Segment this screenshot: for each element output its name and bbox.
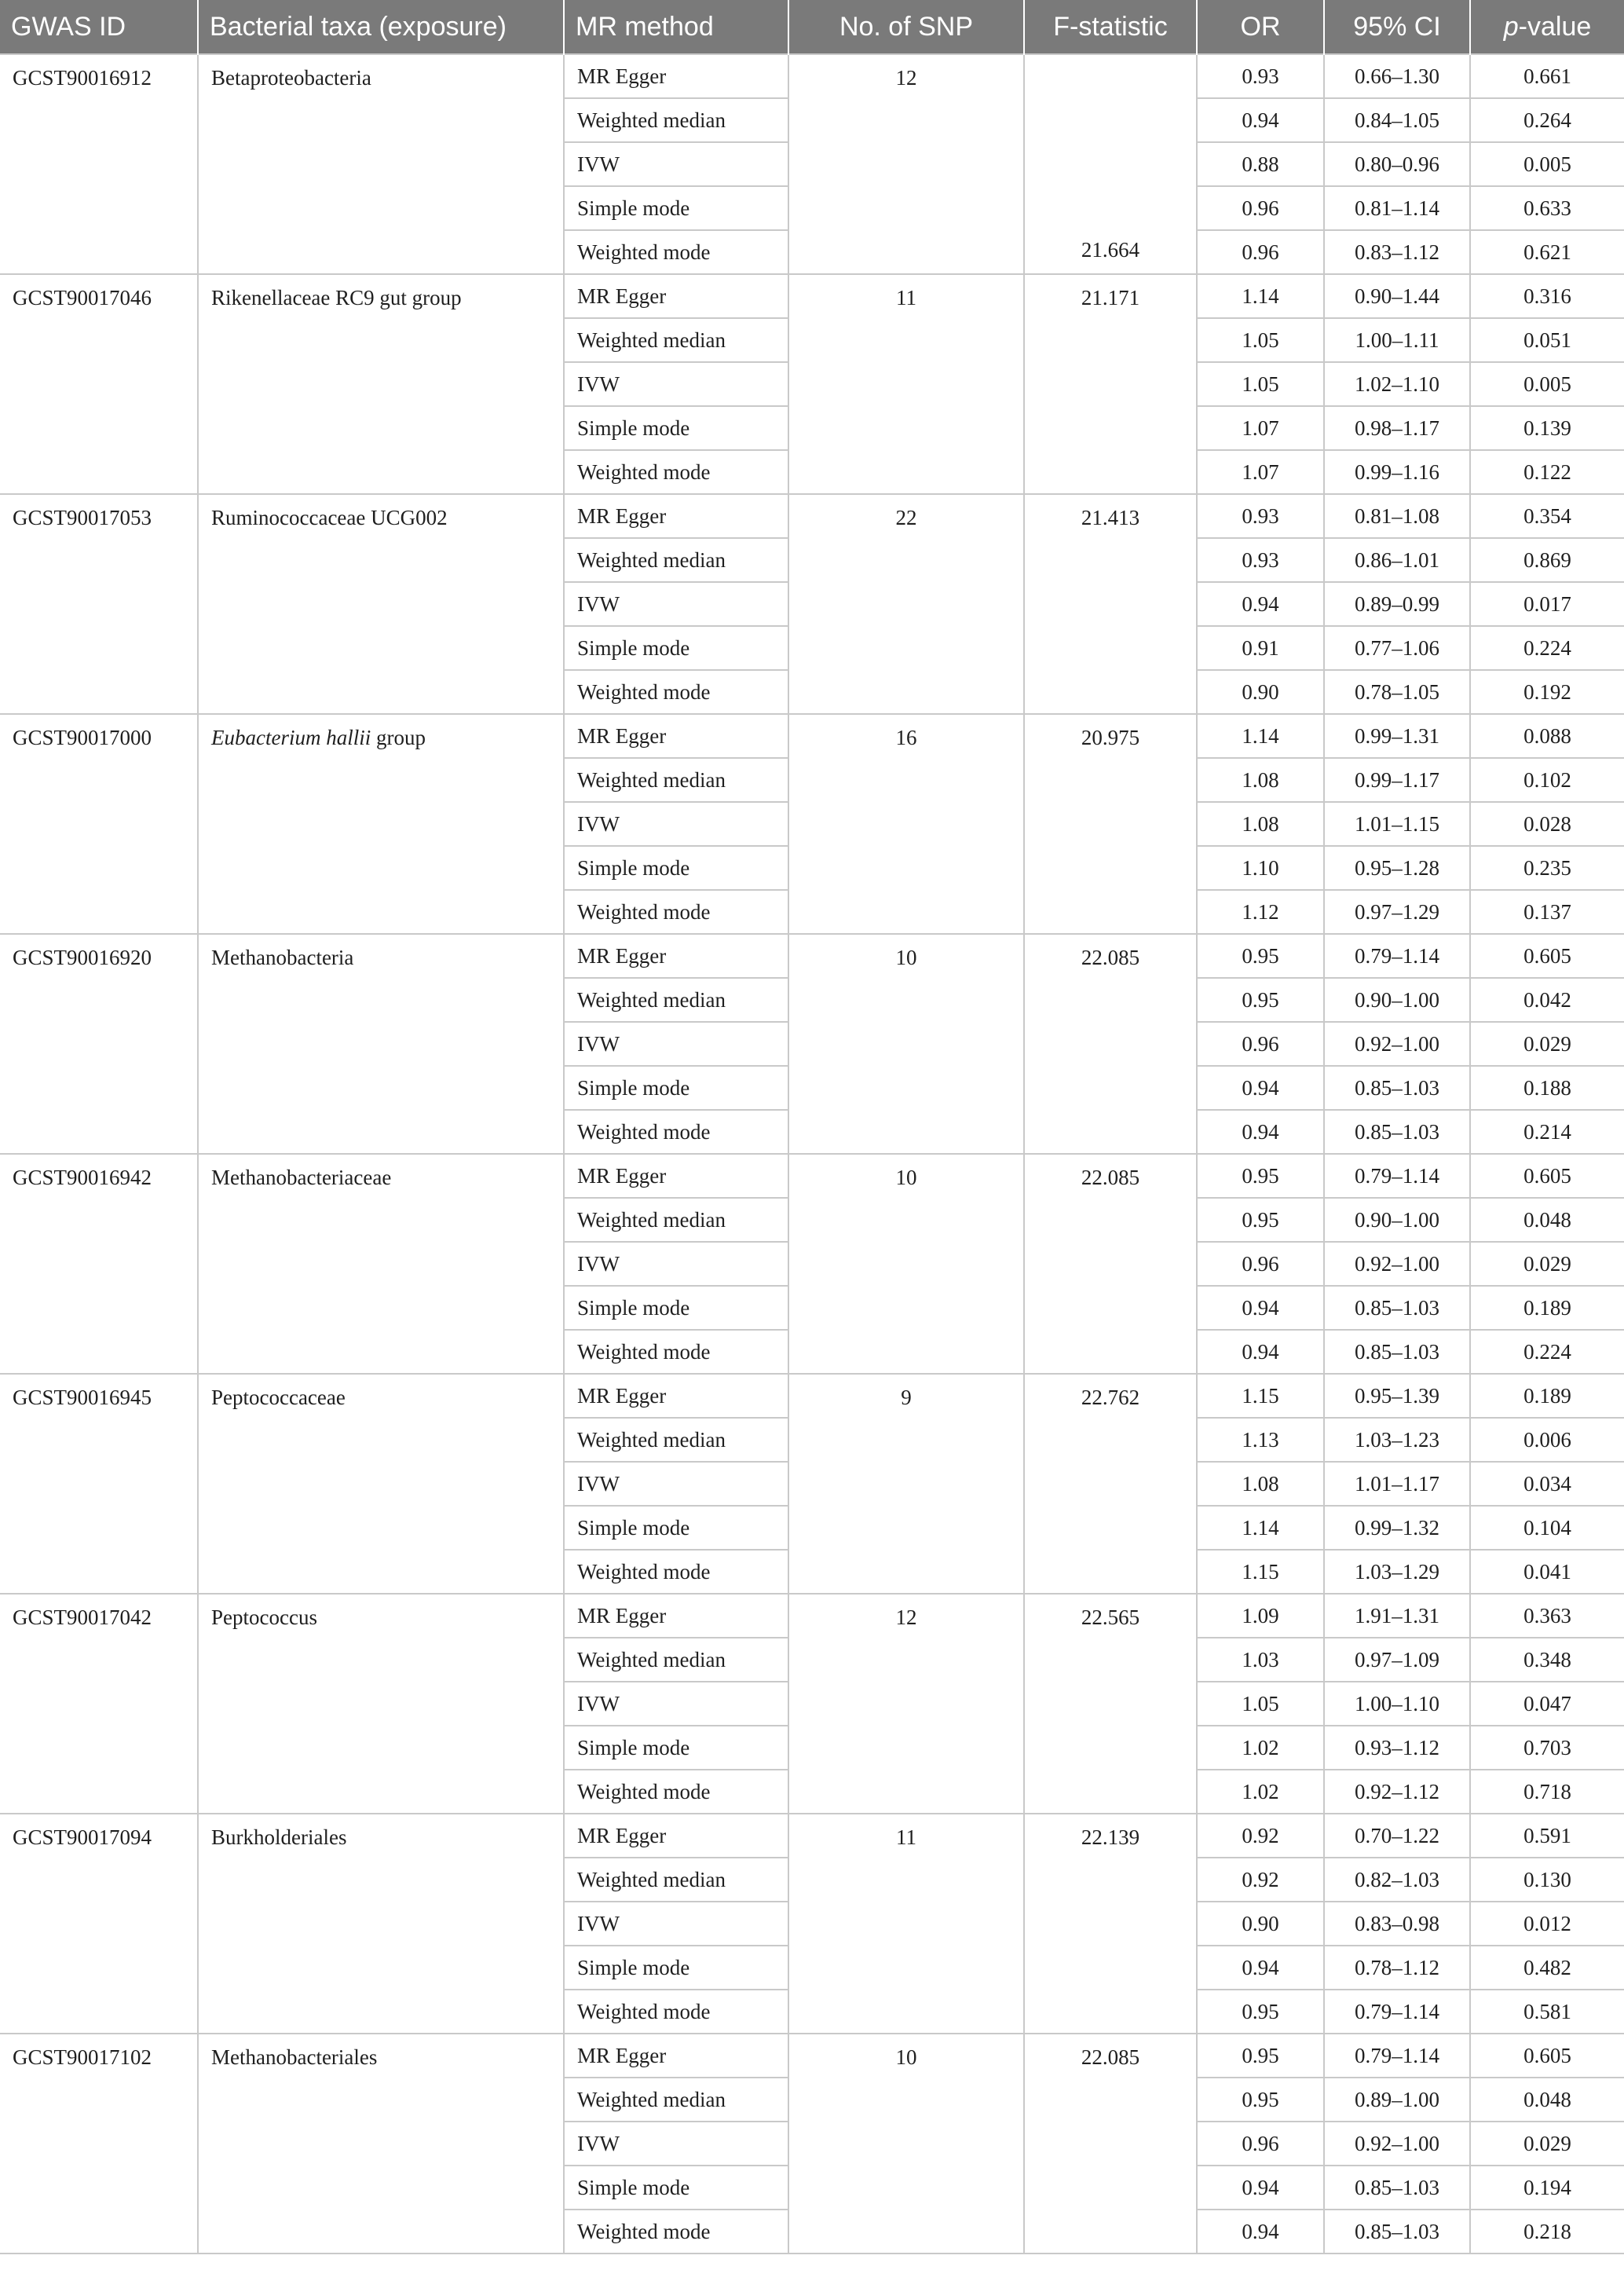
- ci-cell: 0.85–1.03: [1324, 1286, 1470, 1330]
- or-cell: 0.94: [1197, 1110, 1324, 1154]
- snp-count-cell: 10: [788, 2034, 1024, 2254]
- mr-method-cell: IVW: [564, 802, 788, 846]
- mr-method-cell: MR Egger: [564, 934, 788, 978]
- or-cell: 1.14: [1197, 274, 1324, 318]
- ci-cell: 0.85–1.03: [1324, 2210, 1470, 2254]
- gwas-id-cell: GCST90016912: [0, 54, 198, 274]
- p-value-cell: 0.621: [1470, 230, 1624, 274]
- ci-cell: 0.70–1.22: [1324, 1814, 1470, 1858]
- mr-method-cell: Weighted median: [564, 538, 788, 582]
- p-value-cell: 0.661: [1470, 54, 1624, 98]
- mr-method-cell: IVW: [564, 1022, 788, 1066]
- ci-cell: 0.98–1.17: [1324, 406, 1470, 450]
- gwas-id-cell: GCST90017053: [0, 494, 198, 714]
- p-value-cell: 0.042: [1470, 978, 1624, 1022]
- mr-method-cell: MR Egger: [564, 1154, 788, 1198]
- ci-cell: 0.81–1.08: [1324, 494, 1470, 538]
- mr-method-cell: Simple mode: [564, 186, 788, 230]
- p-value-cell: 0.104: [1470, 1506, 1624, 1550]
- ci-cell: 0.86–1.01: [1324, 538, 1470, 582]
- mr-method-cell: IVW: [564, 1242, 788, 1286]
- mr-method-cell: IVW: [564, 142, 788, 186]
- ci-cell: 0.89–1.00: [1324, 2078, 1470, 2122]
- ci-cell: 0.99–1.17: [1324, 758, 1470, 802]
- ci-cell: 0.89–0.99: [1324, 582, 1470, 626]
- mr-method-cell: Simple mode: [564, 626, 788, 670]
- table-row: [0, 1594, 1624, 1638]
- p-value-cell: 0.102: [1470, 758, 1624, 802]
- p-value-cell: 0.264: [1470, 98, 1624, 142]
- mr-method-cell: Weighted mode: [564, 1770, 788, 1814]
- gwas-id-cell: GCST90016945: [0, 1374, 198, 1594]
- table-row: [0, 1814, 1624, 1858]
- p-value-cell: 0.316: [1470, 274, 1624, 318]
- p-value-cell: 0.006: [1470, 1418, 1624, 1462]
- taxon-name: Betaproteobacteria: [211, 66, 371, 90]
- p-value-cell: 0.869: [1470, 538, 1624, 582]
- bacterial-taxon-cell: [198, 2034, 564, 2254]
- p-value-cell: 0.029: [1470, 2122, 1624, 2166]
- bacterial-taxon-cell: [198, 714, 564, 934]
- p-value-cell: 0.363: [1470, 1594, 1624, 1638]
- snp-count-cell: 22: [788, 494, 1024, 714]
- or-cell: 1.15: [1197, 1374, 1324, 1418]
- p-value-cell: 0.034: [1470, 1462, 1624, 1506]
- taxon-name: Peptococcus: [211, 1605, 317, 1629]
- p-value-cell: 0.633: [1470, 186, 1624, 230]
- ci-cell: 0.84–1.05: [1324, 98, 1470, 142]
- or-cell: 0.93: [1197, 494, 1324, 538]
- p-value-cell: 0.137: [1470, 890, 1624, 934]
- mr-method-cell: Simple mode: [564, 1946, 788, 1990]
- ci-cell: 0.77–1.06: [1324, 626, 1470, 670]
- or-cell: 0.94: [1197, 2210, 1324, 2254]
- header-no-of-snp: No. of SNP: [788, 0, 1024, 54]
- snp-count-cell: 10: [788, 934, 1024, 1154]
- mr-method-cell: Simple mode: [564, 1286, 788, 1330]
- or-cell: 0.94: [1197, 1286, 1324, 1330]
- header-p-italic: p: [1503, 11, 1519, 42]
- or-cell: 0.95: [1197, 2034, 1324, 2078]
- snp-count-cell: 10: [788, 1154, 1024, 1374]
- p-value-cell: 0.189: [1470, 1374, 1624, 1418]
- ci-cell: 0.85–1.03: [1324, 1330, 1470, 1374]
- f-statistic-cell: 20.975: [1024, 714, 1197, 934]
- ci-cell: 0.92–1.12: [1324, 1770, 1470, 1814]
- mr-method-cell: IVW: [564, 582, 788, 626]
- bacterial-taxon-cell: [198, 934, 564, 1154]
- ci-cell: 0.85–1.03: [1324, 1066, 1470, 1110]
- f-statistic-cell: 22.565: [1024, 1594, 1197, 1814]
- ci-cell: 0.83–1.12: [1324, 230, 1470, 274]
- or-cell: 1.07: [1197, 406, 1324, 450]
- table-row: [0, 1374, 1624, 1418]
- mr-method-cell: Simple mode: [564, 1506, 788, 1550]
- p-value-cell: 0.189: [1470, 1286, 1624, 1330]
- ci-cell: 0.92–1.00: [1324, 2122, 1470, 2166]
- p-value-cell: 0.088: [1470, 714, 1624, 758]
- table-row: [0, 494, 1624, 538]
- p-value-cell: 0.214: [1470, 1110, 1624, 1154]
- bacterial-taxon-cell: [198, 1154, 564, 1374]
- or-cell: 1.08: [1197, 758, 1324, 802]
- snp-count-cell: 11: [788, 274, 1024, 494]
- mr-method-cell: Weighted median: [564, 98, 788, 142]
- mr-method-cell: Simple mode: [564, 2166, 788, 2210]
- header-mr-method: MR method: [564, 0, 788, 54]
- ci-cell: 0.95–1.28: [1324, 846, 1470, 890]
- p-value-cell: 0.028: [1470, 802, 1624, 846]
- taxon-name: Methanobacteria: [211, 946, 354, 969]
- mr-method-cell: Weighted mode: [564, 670, 788, 714]
- mr-method-cell: Weighted median: [564, 318, 788, 362]
- mr-method-cell: IVW: [564, 2122, 788, 2166]
- ci-cell: 0.78–1.12: [1324, 1946, 1470, 1990]
- table-row: [0, 714, 1624, 758]
- ci-cell: 0.90–1.44: [1324, 274, 1470, 318]
- mr-method-cell: Simple mode: [564, 846, 788, 890]
- mr-method-cell: MR Egger: [564, 274, 788, 318]
- snp-count-cell: 12: [788, 1594, 1024, 1814]
- ci-cell: 0.78–1.05: [1324, 670, 1470, 714]
- or-cell: 0.95: [1197, 1198, 1324, 1242]
- p-value-cell: 0.605: [1470, 934, 1624, 978]
- ci-cell: 0.82–1.03: [1324, 1858, 1470, 1902]
- ci-cell: 1.03–1.23: [1324, 1418, 1470, 1462]
- p-value-cell: 0.005: [1470, 142, 1624, 186]
- ci-cell: 0.79–1.14: [1324, 1990, 1470, 2034]
- ci-cell: 0.90–1.00: [1324, 1198, 1470, 1242]
- ci-cell: 0.79–1.14: [1324, 1154, 1470, 1198]
- or-cell: 1.08: [1197, 1462, 1324, 1506]
- p-value-cell: 0.605: [1470, 1154, 1624, 1198]
- mr-method-cell: Weighted mode: [564, 1330, 788, 1374]
- p-value-cell: 0.130: [1470, 1858, 1624, 1902]
- p-value-cell: 0.354: [1470, 494, 1624, 538]
- bacterial-taxon-cell: [198, 54, 564, 274]
- mr-method-cell: MR Egger: [564, 2034, 788, 2078]
- or-cell: 1.13: [1197, 1418, 1324, 1462]
- or-cell: 1.12: [1197, 890, 1324, 934]
- ci-cell: 1.01–1.15: [1324, 802, 1470, 846]
- mr-method-cell: MR Egger: [564, 714, 788, 758]
- gwas-id-cell: GCST90017102: [0, 2034, 198, 2254]
- taxon-name-italic: Eubacterium hallii: [211, 726, 371, 749]
- header-gwas-id: GWAS ID: [0, 0, 198, 54]
- or-cell: 0.95: [1197, 934, 1324, 978]
- table-row: [0, 54, 1624, 98]
- f-statistic-cell: 22.139: [1024, 1814, 1197, 2034]
- f-statistic-cell: 21.171: [1024, 274, 1197, 494]
- gwas-id-cell: GCST90017094: [0, 1814, 198, 2034]
- header-p-rest: -value: [1518, 11, 1592, 42]
- p-value-cell: 0.718: [1470, 1770, 1624, 1814]
- ci-cell: 0.79–1.14: [1324, 2034, 1470, 2078]
- p-value-cell: 0.703: [1470, 1726, 1624, 1770]
- p-value-cell: 0.605: [1470, 2034, 1624, 2078]
- p-value-cell: 0.482: [1470, 1946, 1624, 1990]
- mr-method-cell: MR Egger: [564, 54, 788, 98]
- or-cell: 0.95: [1197, 1990, 1324, 2034]
- or-cell: 0.94: [1197, 1330, 1324, 1374]
- ci-cell: 1.91–1.31: [1324, 1594, 1470, 1638]
- mr-method-cell: Weighted median: [564, 1418, 788, 1462]
- table-row: [0, 1154, 1624, 1198]
- f-statistic-cell: 21.413: [1024, 494, 1197, 714]
- p-value-cell: 0.139: [1470, 406, 1624, 450]
- mr-method-cell: Simple mode: [564, 406, 788, 450]
- or-cell: 0.95: [1197, 1154, 1324, 1198]
- p-value-cell: 0.005: [1470, 362, 1624, 406]
- p-value-cell: 0.591: [1470, 1814, 1624, 1858]
- p-value-cell: 0.224: [1470, 626, 1624, 670]
- ci-cell: 0.81–1.14: [1324, 186, 1470, 230]
- or-cell: 0.96: [1197, 1242, 1324, 1286]
- snp-count-cell: 11: [788, 1814, 1024, 2034]
- p-value-cell: 0.194: [1470, 2166, 1624, 2210]
- ci-cell: 0.90–1.00: [1324, 978, 1470, 1022]
- bacterial-taxon-cell: [198, 1374, 564, 1594]
- ci-cell: 0.93–1.12: [1324, 1726, 1470, 1770]
- p-value-cell: 0.348: [1470, 1638, 1624, 1682]
- mr-method-cell: Weighted mode: [564, 890, 788, 934]
- ci-cell: 1.00–1.11: [1324, 318, 1470, 362]
- table-row: [0, 934, 1624, 978]
- mr-method-cell: Weighted median: [564, 758, 788, 802]
- f-statistic-cell: 22.085: [1024, 1154, 1197, 1374]
- or-cell: 0.94: [1197, 1946, 1324, 1990]
- or-cell: 1.09: [1197, 1594, 1324, 1638]
- p-value-cell: 0.051: [1470, 318, 1624, 362]
- f-statistic-cell: 22.085: [1024, 934, 1197, 1154]
- gwas-id-cell: GCST90017046: [0, 274, 198, 494]
- p-value-cell: 0.048: [1470, 1198, 1624, 1242]
- or-cell: 0.94: [1197, 582, 1324, 626]
- mr-method-cell: Weighted median: [564, 978, 788, 1022]
- or-cell: 0.94: [1197, 98, 1324, 142]
- or-cell: 0.96: [1197, 230, 1324, 274]
- ci-cell: 0.66–1.30: [1324, 54, 1470, 98]
- p-value-cell: 0.192: [1470, 670, 1624, 714]
- ci-cell: 0.85–1.03: [1324, 1110, 1470, 1154]
- mr-method-cell: IVW: [564, 1902, 788, 1946]
- ci-cell: 0.95–1.39: [1324, 1374, 1470, 1418]
- mr-method-cell: Weighted median: [564, 1858, 788, 1902]
- p-value-cell: 0.048: [1470, 2078, 1624, 2122]
- or-cell: 0.96: [1197, 186, 1324, 230]
- p-value-cell: 0.188: [1470, 1066, 1624, 1110]
- or-cell: 0.92: [1197, 1814, 1324, 1858]
- or-cell: 1.05: [1197, 318, 1324, 362]
- taxon-name: Burkholderiales: [211, 1825, 347, 1849]
- or-cell: 0.95: [1197, 978, 1324, 1022]
- p-value-cell: 0.041: [1470, 1550, 1624, 1594]
- ci-cell: 0.85–1.03: [1324, 2166, 1470, 2210]
- gwas-id-cell: GCST90016942: [0, 1154, 198, 1374]
- header-p-value: [1470, 0, 1624, 54]
- or-cell: 1.15: [1197, 1550, 1324, 1594]
- mr-method-cell: MR Egger: [564, 1814, 788, 1858]
- mr-method-cell: IVW: [564, 1462, 788, 1506]
- bacterial-taxon-cell: [198, 274, 564, 494]
- mr-method-cell: MR Egger: [564, 494, 788, 538]
- or-cell: 1.14: [1197, 1506, 1324, 1550]
- ci-cell: 0.79–1.14: [1324, 934, 1470, 978]
- p-value-cell: 0.581: [1470, 1990, 1624, 2034]
- or-cell: 0.93: [1197, 538, 1324, 582]
- ci-cell: 0.92–1.00: [1324, 1242, 1470, 1286]
- mr-method-cell: Weighted mode: [564, 450, 788, 494]
- or-cell: 0.92: [1197, 1858, 1324, 1902]
- table-row: [0, 274, 1624, 318]
- or-cell: 1.05: [1197, 362, 1324, 406]
- p-value-cell: 0.029: [1470, 1022, 1624, 1066]
- p-value-cell: 0.047: [1470, 1682, 1624, 1726]
- ci-cell: 0.99–1.32: [1324, 1506, 1470, 1550]
- table-body: [0, 54, 1624, 2254]
- p-value-cell: 0.224: [1470, 1330, 1624, 1374]
- p-value-cell: 0.218: [1470, 2210, 1624, 2254]
- p-value-cell: 0.012: [1470, 1902, 1624, 1946]
- or-cell: 0.88: [1197, 142, 1324, 186]
- mr-method-cell: Simple mode: [564, 1066, 788, 1110]
- taxon-name: Methanobacteriales: [211, 2045, 378, 2069]
- or-cell: 1.08: [1197, 802, 1324, 846]
- or-cell: 0.91: [1197, 626, 1324, 670]
- ci-cell: 0.80–0.96: [1324, 142, 1470, 186]
- gwas-id-cell: GCST90017000: [0, 714, 198, 934]
- or-cell: 1.14: [1197, 714, 1324, 758]
- mr-method-cell: Weighted median: [564, 1638, 788, 1682]
- snp-count-cell: 16: [788, 714, 1024, 934]
- mr-method-cell: IVW: [564, 362, 788, 406]
- or-cell: 1.03: [1197, 1638, 1324, 1682]
- ci-cell: 0.92–1.00: [1324, 1022, 1470, 1066]
- bacterial-taxon-cell: [198, 1814, 564, 2034]
- or-cell: 0.90: [1197, 670, 1324, 714]
- gwas-id-cell: GCST90016920: [0, 934, 198, 1154]
- or-cell: 1.10: [1197, 846, 1324, 890]
- ci-cell: 0.99–1.31: [1324, 714, 1470, 758]
- taxon-name: Methanobacteriaceae: [211, 1166, 392, 1189]
- mr-method-cell: Weighted median: [564, 2078, 788, 2122]
- ci-cell: 1.02–1.10: [1324, 362, 1470, 406]
- taxon-name: Ruminococcaceae UCG002: [211, 506, 448, 529]
- or-cell: 0.95: [1197, 2078, 1324, 2122]
- ci-cell: 1.01–1.17: [1324, 1462, 1470, 1506]
- gwas-id-cell: GCST90017042: [0, 1594, 198, 1814]
- mr-method-cell: Weighted mode: [564, 1550, 788, 1594]
- mr-method-cell: Weighted median: [564, 1198, 788, 1242]
- mr-method-cell: Weighted mode: [564, 1110, 788, 1154]
- mr-method-cell: IVW: [564, 1682, 788, 1726]
- header-row: [0, 0, 1624, 54]
- header-or: OR: [1197, 0, 1324, 54]
- ci-cell: 0.83–0.98: [1324, 1902, 1470, 1946]
- or-cell: 0.90: [1197, 1902, 1324, 1946]
- or-cell: 0.96: [1197, 2122, 1324, 2166]
- f-statistic-cell: 21.664: [1024, 54, 1197, 274]
- mr-method-cell: MR Egger: [564, 1594, 788, 1638]
- mr-method-cell: MR Egger: [564, 1374, 788, 1418]
- ci-cell: 0.97–1.09: [1324, 1638, 1470, 1682]
- header-bacterial-taxa: Bacterial taxa (exposure): [198, 0, 564, 54]
- snp-count-cell: 9: [788, 1374, 1024, 1594]
- p-value-cell: 0.235: [1470, 846, 1624, 890]
- mr-method-cell: Weighted mode: [564, 1990, 788, 2034]
- p-value-cell: 0.122: [1470, 450, 1624, 494]
- or-cell: 0.94: [1197, 1066, 1324, 1110]
- ci-cell: 0.99–1.16: [1324, 450, 1470, 494]
- or-cell: 1.02: [1197, 1770, 1324, 1814]
- mr-method-cell: Simple mode: [564, 1726, 788, 1770]
- taxon-name-suffix: group: [371, 726, 426, 749]
- f-statistic-cell: 22.085: [1024, 2034, 1197, 2254]
- or-cell: 0.94: [1197, 2166, 1324, 2210]
- or-cell: 0.96: [1197, 1022, 1324, 1066]
- p-value-cell: 0.017: [1470, 582, 1624, 626]
- or-cell: 1.07: [1197, 450, 1324, 494]
- mr-method-cell: Weighted mode: [564, 2210, 788, 2254]
- table-row: [0, 2034, 1624, 2078]
- p-value-cell: 0.029: [1470, 1242, 1624, 1286]
- taxon-name: Rikenellaceae RC9 gut group: [211, 286, 462, 309]
- or-cell: 0.93: [1197, 54, 1324, 98]
- or-cell: 1.05: [1197, 1682, 1324, 1726]
- mr-method-cell: Weighted mode: [564, 230, 788, 274]
- ci-cell: 1.03–1.29: [1324, 1550, 1470, 1594]
- bacterial-taxon-cell: [198, 494, 564, 714]
- ci-cell: 1.00–1.10: [1324, 1682, 1470, 1726]
- f-statistic-cell: 22.762: [1024, 1374, 1197, 1594]
- bacterial-taxon-cell: [198, 1594, 564, 1814]
- header-f-statistic: F-statistic: [1024, 0, 1197, 54]
- snp-count-cell: 12: [788, 54, 1024, 274]
- header-95-ci: 95% CI: [1324, 0, 1470, 54]
- or-cell: 1.02: [1197, 1726, 1324, 1770]
- ci-cell: 0.97–1.29: [1324, 890, 1470, 934]
- taxon-name: Peptococcaceae: [211, 1386, 346, 1409]
